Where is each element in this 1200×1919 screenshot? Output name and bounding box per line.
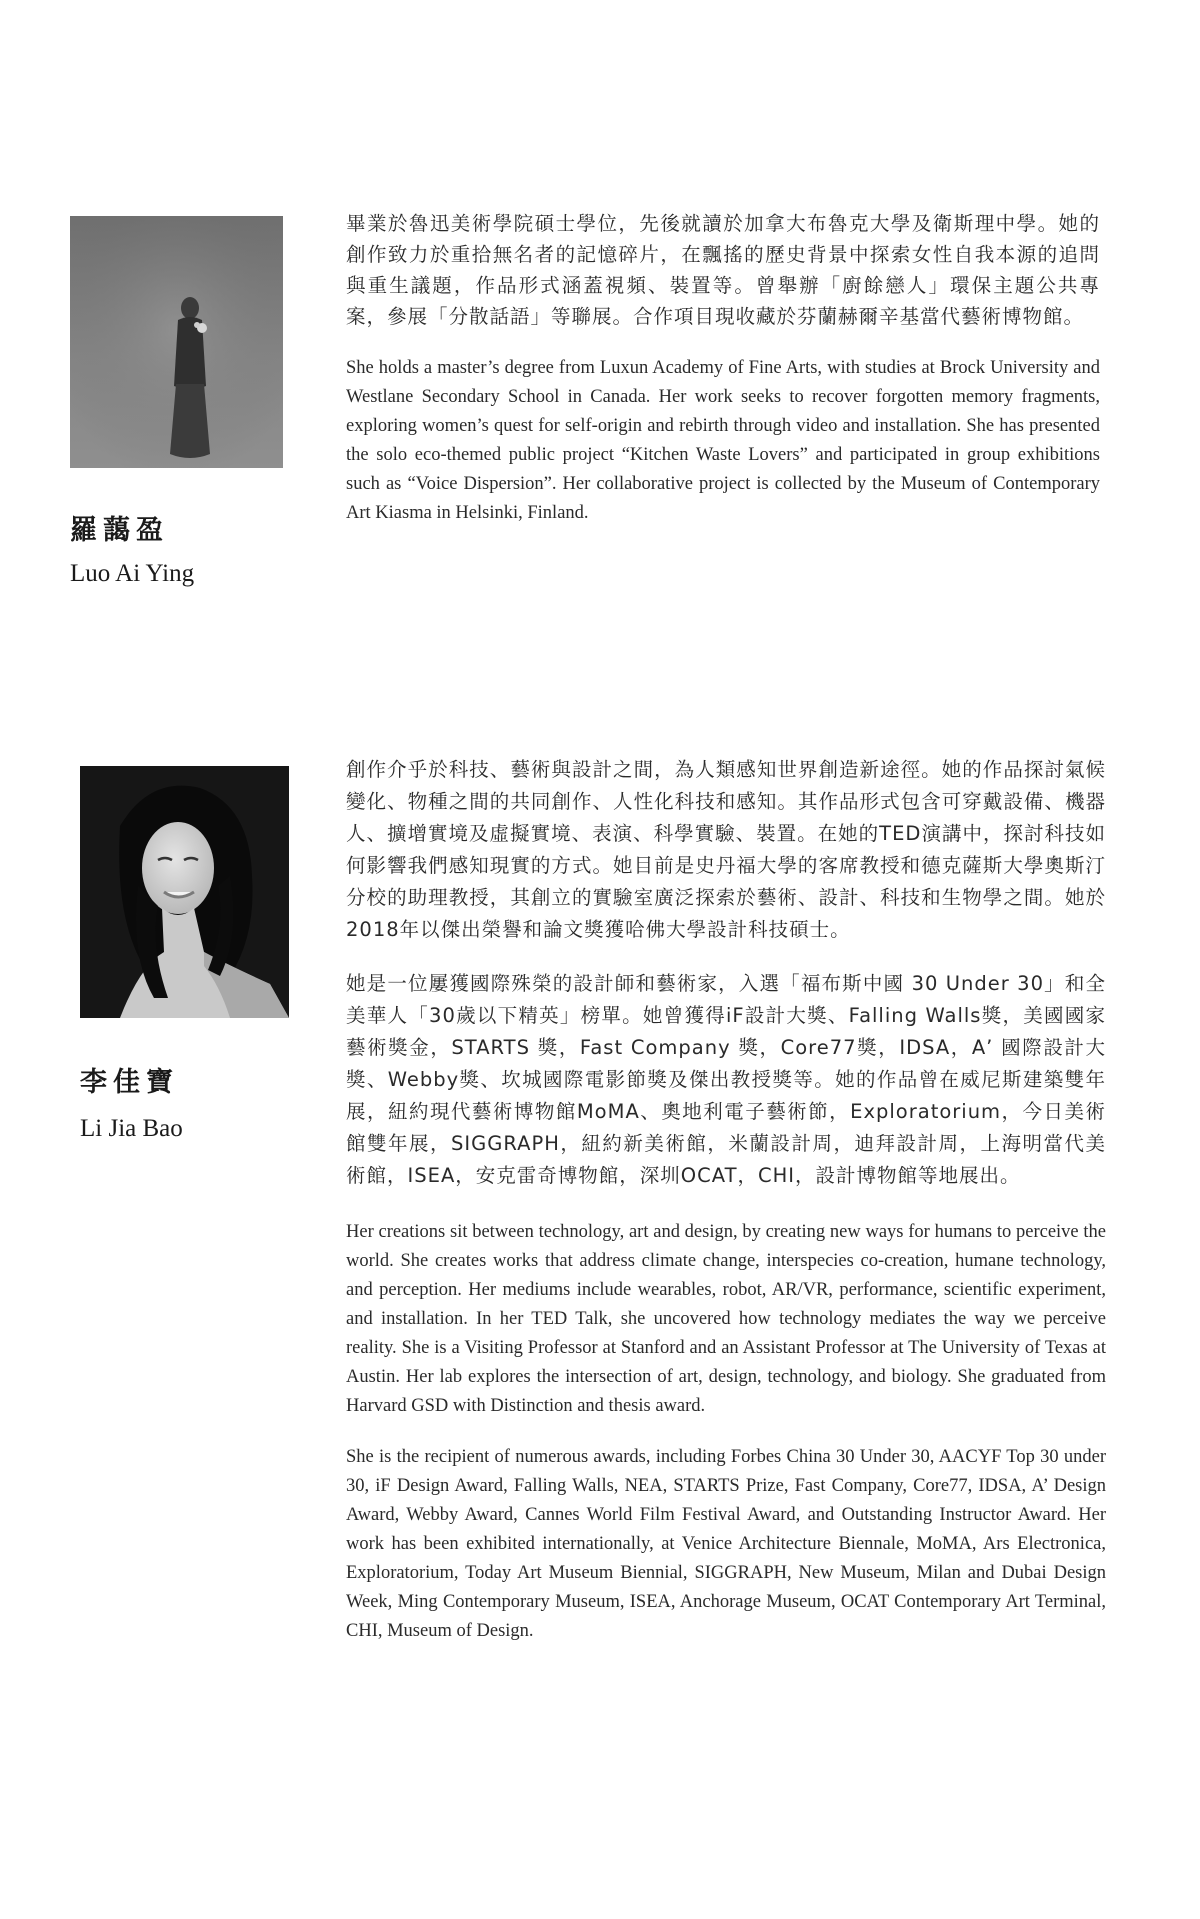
artist-name-chinese: 李佳寶: [80, 1067, 179, 1098]
artist-name-chinese: 羅藹盈: [70, 515, 169, 546]
artist-photo-image: [80, 766, 289, 1018]
bio-paragraph-chinese: 畢業於魯迅美術學院碩士學位，先後就讀於加拿大布魯克大學及衛斯理中學。她的創作致力於重拾無名者的記憶碎片，在飄搖的歷史背景中探索女性自我本源的追問與重生議題，作品形式涵蓋視頻、裝置等。曾舉辦「廚餘戀人」環保主題公共專案，參展「分散話語」等聯展。合作項目現收藏於芬蘭赫爾辛基當代藝術博物館。: [346, 212, 1100, 328]
artist-photo: [70, 216, 283, 468]
artist-bio-text: [346, 208, 1100, 528]
bio-paragraph-english: Her creations sit between technology, art and design, by creating new ways for humans to perceive the world. She creates works that address climate change, interspecies co-creation, humane technology, and perception. Her mediums include wearables, robot, AR/VR, performance, scientific experiment, and installation. In her TED Talk, she uncovered how technology mediates the way we perceive reality. She is a Visiting Professor at Stanford and an Assistant Professor at The University of Texas at Austin. Her lab explores the intersection of art, design, technology, and biology. She graduated from Harvard GSD with Distinction and thesis award.: [346, 1222, 1106, 1416]
artist-name-english: Luo Ai Ying: [70, 560, 195, 587]
bio-paragraph-chinese: 創作介乎於科技、藝術與設計之間，為人類感知世界創造新途徑。她的作品探討氣候變化、物種之間的共同創作、人性化科技和感知。其作品形式包含可穿戴設備、機器人、擴增實境及虛擬實境、表演、科學實驗、裝置。在她的TED演講中，探討科技如何影響我們感知現實的方式。她目前是史丹福大學的客席教授和德克薩斯大學奧斯汀分校的助理教授，其創立的實驗室廣泛探索於藝術、設計、科技和生物學之間。她於2018年以傑出榮譽和論文獎獲哈佛大學設計科技碩士。: [346, 758, 1106, 941]
artist-photo-image: [70, 216, 283, 468]
artist-photo: [80, 766, 289, 1018]
artist-name-english: Li Jia Bao: [80, 1115, 183, 1142]
bio-paragraph-english-awards: She is the recipient of numerous awards, including Forbes China 30 Under 30, AACYF Top 30 under 30, iF Design Award, Falling Walls, NEA, STARTS Prize, Fast Company, Core77, IDSA, A’ Design Award, Webby Award, Cannes World Film Festival Award, and Outstanding Instructor Award. Her work has been exhibited internationally, at Venice Architecture Biennale, MoMA, Ars Electronica, Exploratorium, Today Art Museum Biennial, SIGGRAPH, New Museum, Milan and Dubai Design Week, Ming Contemporary Museum, ISEA, Anchorage Museum, OCAT Contemporary Art Terminal, CHI, Museum of Design.: [346, 1447, 1106, 1641]
artist-bio-text: [346, 754, 1106, 1646]
bio-paragraph-chinese-awards: 她是一位屢獲國際殊榮的設計師和藝術家，入選「福布斯中國 30 Under 30」和全美華人「30歲以下精英」榜單。她曾獲得iF設計大獎、Falling Walls獎，美國國家藝術獎金，STARTS 獎，Fast Company 獎，Core77獎，IDSA，A’ 國際設計大獎、Webby獎、坎城國際電影節獎及傑出教授獎等。她的作品曾在威尼斯建築雙年展，紐約現代藝術博物館MoMA、奧地利電子藝術節，Exploratorium，今日美術館雙年展，SIGGRAPH，紐約新美術館，米蘭設計周，迪拜設計周，上海明當代美術館，ISEA，安克雷奇博物館，深圳OCAT，CHI，設計博物館等地展出。: [346, 972, 1106, 1187]
bio-paragraph-english: She holds a master’s degree from Luxun Academy of Fine Arts, with studies at Brock University and Westlane Secondary School in Canada. Her work seeks to recover forgotten memory fragments, exploring women’s quest for self-origin and rebirth through video and installation. She has presented the solo eco-themed public project “Kitchen Waste Lovers” and participated in group exhibitions such as “Voice Dispersion”. Her collaborative project is collected by the Museum of Contemporary Art Kiasma in Helsinki, Finland.: [346, 358, 1100, 523]
